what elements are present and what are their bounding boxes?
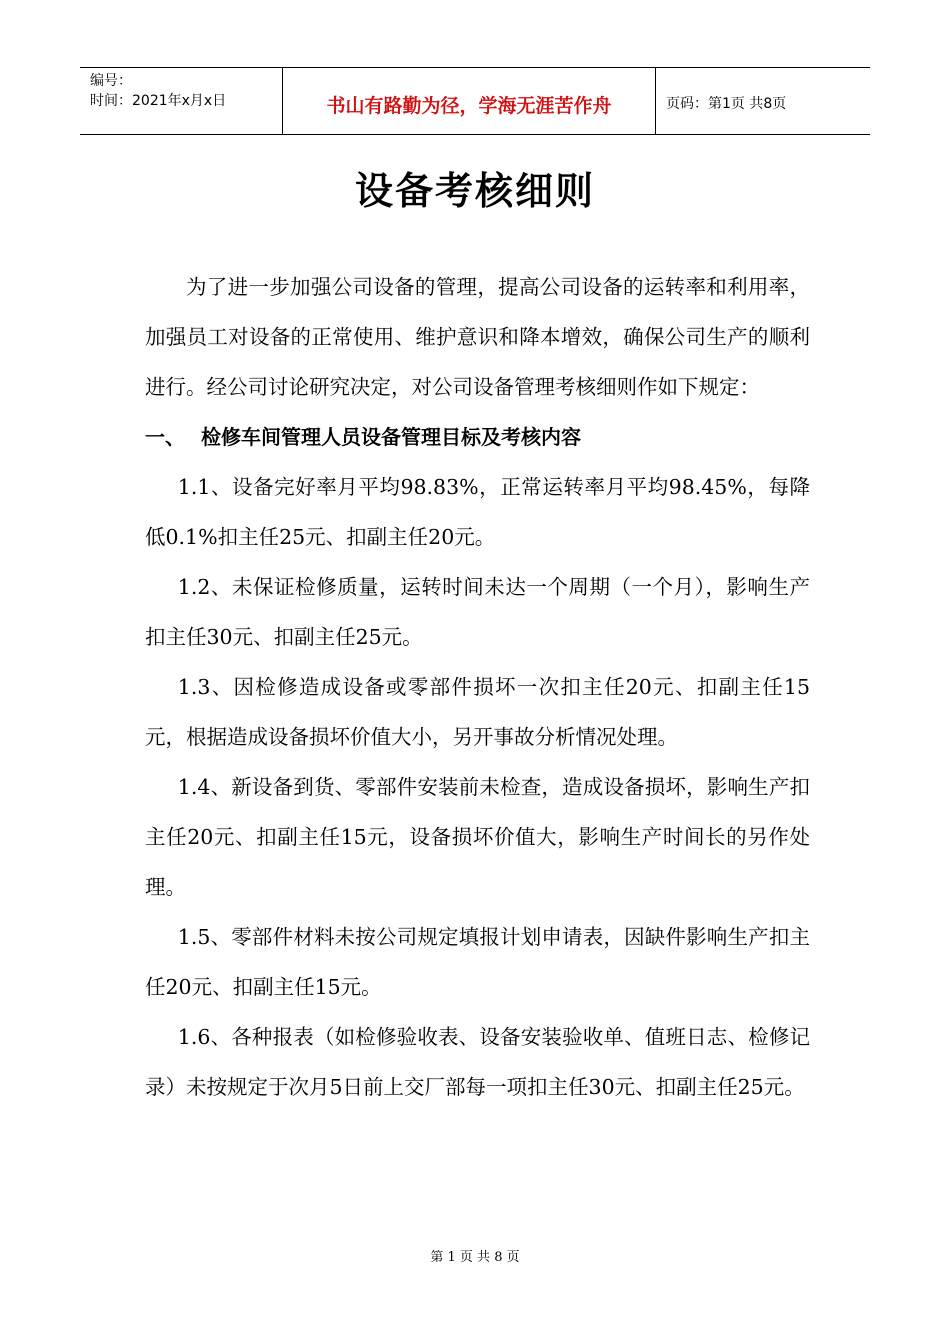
list-item: 1.4、新设备到货、零部件安装前未检查，造成设备损坏，影响生产扣主任20元、扣副主任15元，设备损坏价值大，影响生产时间长的另作处理。 xyxy=(145,775,810,899)
intro-paragraph: 为了进一步加强公司设备的管理，提高公司设备的运转率和利用率，加强员工对设备的正常使用、维护意识和降本增效，确保公司生产的顺利进行。经公司讨论研究决定，对公司设备管理考核细则作如下规定： xyxy=(145,275,810,399)
document-body xyxy=(145,262,810,1112)
header-meta-cell xyxy=(80,68,283,134)
page-footer: 第 1 页 共 8 页 xyxy=(430,1250,520,1265)
section-title: 检修车间管理人员设备管理目标及考核内容 xyxy=(201,425,581,449)
section-number: 一、 xyxy=(145,425,185,449)
list-item: 1.1、设备完好率月平均98.83%，正常运转率月平均98.45%，每降低0.1%扣主任25元、扣副主任20元。 xyxy=(145,475,810,549)
section-heading xyxy=(145,412,810,462)
header-page-info: 页码：第1页 共8页 xyxy=(666,96,787,112)
list-item: 1.2、未保证检修质量，运转时间未达一个周期（一个月），影响生产扣主任30元、扣副主任25元。 xyxy=(145,575,810,649)
list-item: 1.6、各种报表（如检修验收表、设备安装验收单、值班日志、检修记录）未按规定于次月5日前上交厂部每一项扣主任30元、扣副主任25元。 xyxy=(145,1025,810,1099)
list-item: 1.5、零部件材料未按公司规定填报计划申请表，因缺件影响生产扣主任20元、扣副主任15元。 xyxy=(145,925,810,999)
document-title: 设备考核细则 xyxy=(354,169,595,213)
document-header xyxy=(80,67,870,135)
header-number-label: 编号： xyxy=(90,73,132,89)
list-item: 1.3、因检修造成设备或零部件损坏一次扣主任20元、扣副主任15元，根据造成设备损坏价值大小，另开事故分析情况处理。 xyxy=(145,675,810,749)
header-time-label: 时间：2021年x月x日 xyxy=(90,93,227,109)
header-motto: 书山有路勤为径，学海无涯苦作舟 xyxy=(283,68,656,134)
